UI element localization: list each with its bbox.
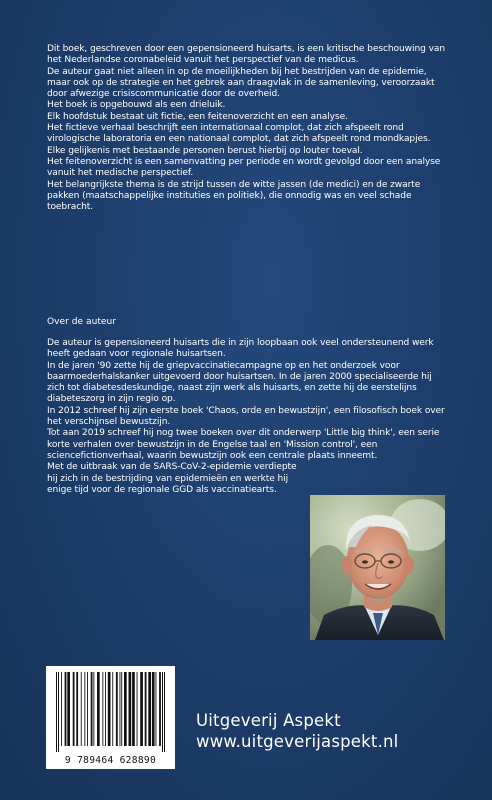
barcode-bar [152,672,155,746]
barcode-guard-bar [56,672,57,752]
barcode-bar [132,672,135,746]
blurb-paragraph: Het belangrijkste thema is de strijd tussen de witte jassen (de medici) en de zwarte pakken (maatschappelijke instituties en politiek), die onnodig was en veel schade toebracht. [47,179,421,213]
blurb-paragraph: Het boek is opgebouwd als een drieluik. [47,100,226,111]
author-heading: Over de auteur [47,317,117,327]
barcode-bar [112,672,113,746]
barcode-bar [102,672,103,746]
barcode-bar [121,672,122,746]
barcode-bar [67,672,70,746]
barcode-bar [61,672,62,746]
blurb-paragraph: Het fictieve verhaal beschrijft een internationaal complot, dat zich afspeelt rond virologische laboratoria en een nationaal complot, dat zich afspeelt rond mondkapjes. Elke gelijkenis met bestaande personen berust hierbij op louter toeval. [47,123,431,156]
author-bio [47,338,447,496]
barcode-bar [91,672,93,746]
publisher-block [196,710,398,752]
barcode-bar [84,672,85,746]
barcode [46,666,175,769]
publisher-url: www.uitgeverijaspekt.nl [196,732,399,751]
barcode-bar [87,672,88,746]
barcode-bar [156,672,157,746]
barcode-bar [124,672,127,746]
bio-paragraph: In 2012 schreef hij zijn eerste boek 'Chaos, orde en bewustzijn', een filosofisch boek over het verschijnsel bewustzijn. [47,405,445,428]
barcode-bar [93,672,94,746]
publisher-name: Uitgeverij Aspekt [196,711,341,730]
barcode-bar [148,672,151,746]
blurb-paragraph: Het feitenoverzicht is een samenvatting per periode en wordt gevolgd door een analyse vanuit het medische perspectief. [47,156,441,179]
barcode-bar [159,672,161,746]
author-photo [310,495,445,640]
barcode-guard-bar [164,672,165,752]
barcode-bar [116,672,118,746]
barcode-bar [81,672,82,746]
barcode-bar [137,672,138,746]
barcode-bar [105,672,106,746]
blurb-intro [47,44,447,213]
blurb-paragraph: Elk hoofdstuk bestaat uit fictie, een feitenoverzicht en een analyse. [47,111,348,122]
bio-paragraph: De auteur is gepensioneerd huisarts die in zijn loopbaan ook veel ondersteunend werk heeft gedaan voor regionale huisartsen. [47,338,434,360]
barcode-bar [129,672,132,746]
bio-paragraph: Tot aan 2019 schreef hij nog twee boeken over dit onderwerp 'Little big think', een serie korte verhalen over bewustzijn in de Engelse taal en 'Mission control', een sciencefictionverhaal, waarin bewustzijn ook een centrale plaats inneemt. [47,428,440,461]
barcode-bar [65,672,67,746]
barcode-bar [120,672,121,746]
barcode-bar [76,672,78,746]
barcode-bars [46,666,175,754]
barcode-bar [97,672,100,746]
isbn-digits: 9 789464 628890 [64,755,157,766]
barcode-bar [108,672,111,746]
bio-paragraph: In de jaren '90 zette hij de griepvaccinatiecampagne op en het onderzoek voor baarmoederhalskanker uitgevoerd door huisartsen. In de jaren 2000 specialiseerde hij zich tot diabetesdeskundige, naast zijn werk als huisarts, en zette hij de eerstelijns diabeteszorg in zijn regio op. [47,360,432,405]
barcode-bar [140,672,143,746]
blurb-paragraph: De auteur gaat niet alleen in op de moeilijkheden bij het bestrijden van de epidemie, maar ook op de strategie en het gebrek aan draagvlak in de samenleving, veroorzaakt door afwezige crisiscommunicatie door de overheid. [47,66,435,100]
blurb-paragraph: Dit boek, geschreven door een gepensioneerd huisarts, is een kritische beschouwing van het Nederlandse coronabeleid vanuit het perspectief van de medicus. [47,44,445,66]
barcode-bar [145,672,147,746]
bio-paragraph: Met de uitbraak van de SARS-CoV-2-epidemie verdiepte hij zich in de bestrijding van epidemieën en werkte hij enige tijd voor de regionale GGD als vaccinatiearts. [47,462,297,495]
barcode-guard-bar [58,672,59,752]
barcode-bar [73,672,75,746]
barcode-guard-bar [162,672,163,752]
